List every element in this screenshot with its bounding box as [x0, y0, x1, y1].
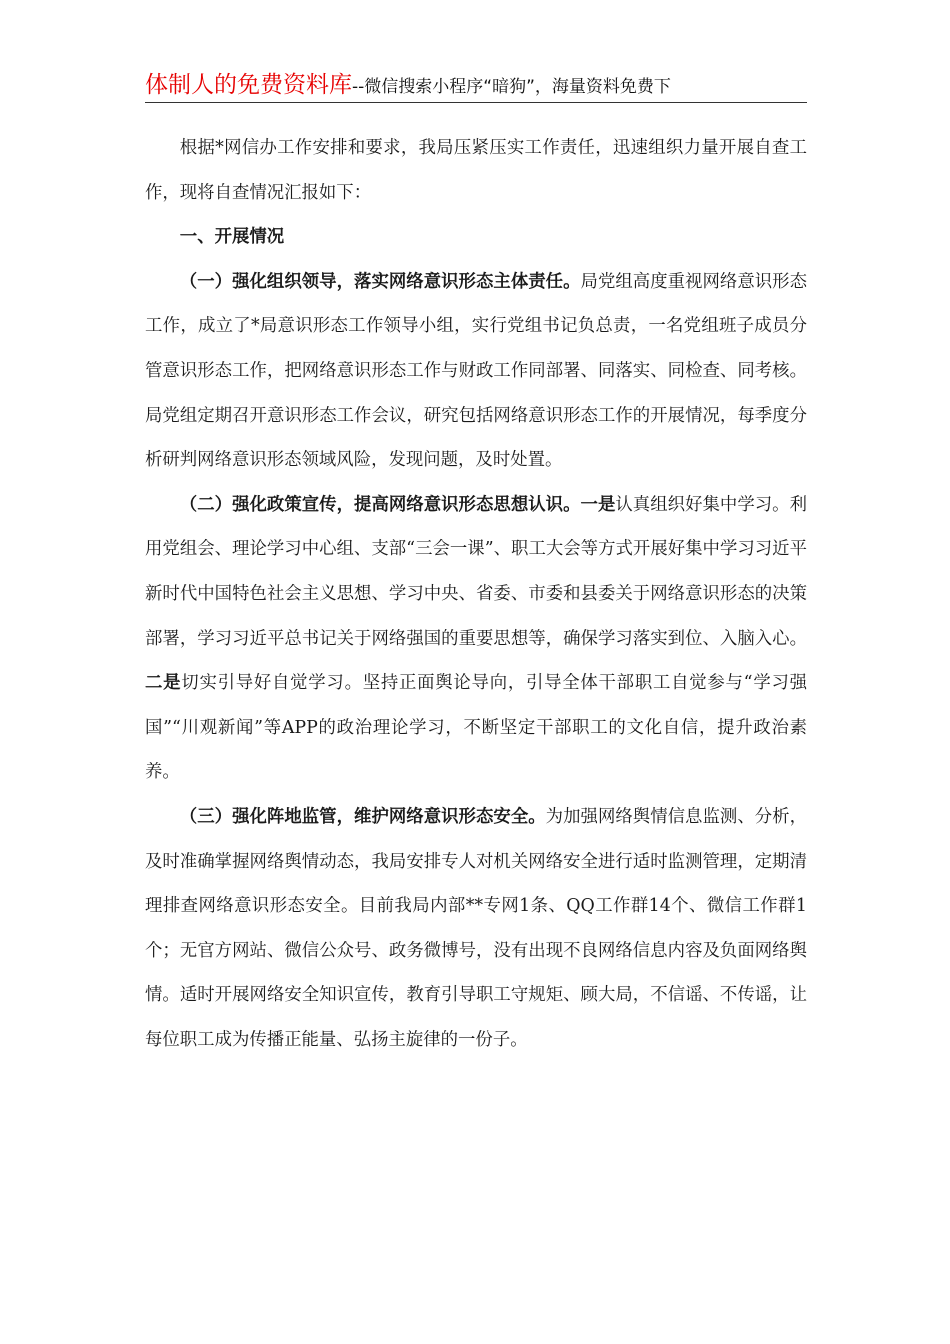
header-brand: 体制人的免费资料库: [145, 72, 352, 98]
section-heading: [145, 215, 807, 260]
paragraph-1: [145, 260, 807, 483]
header-tagline: --微信搜索小程序“暗狗”，海量资料免费下: [352, 77, 671, 97]
p2-second-body: 切实引导好自觉学习。坚持正面舆论导向，引导全体干部职工自觉参与“学习强国”“川观新闻”等APP的政治理论学习，不断坚定干部职工的文化自信，提升政治素养。: [145, 673, 807, 783]
paragraph-3: [145, 795, 807, 1063]
watermark-header: [145, 70, 807, 103]
document-body: [145, 126, 807, 1062]
p2-first-body: 认真组织好集中学习。利用党组会、理论学习中心组、支部“三会一课”、职工大会等方式开展好集中学习习近平新时代中国特色社会主义思想、学习中央、省委、市委和县委关于网络意识形态的决策部署，学习习近平总书记关于网络强国的重要思想等，确保学习落实到位、入脑入心。: [145, 494, 807, 649]
p2-heading: （二）强化政策宣传，提高网络意识形态思想认识。: [179, 494, 581, 515]
p1-heading: （一）强化组织领导，落实网络意识形态主体责任。: [179, 271, 581, 292]
p1-body: 局党组高度重视网络意识形态工作，成立了*局意识形态工作领导小组，实行党组书记负总责，一名党组班子成员分管意识形态工作，把网络意识形态工作与财政工作同部署、同落实、同检查、同考核。局党组定期召开意识形态工作会议，研究包括网络意识形态工作的开展情况，每季度分析研判网络意识形态领域风险，发现问题，及时处置。: [145, 271, 807, 471]
p2-second-label: 二是: [145, 673, 182, 694]
section1-heading: 一、开展情况: [179, 227, 285, 248]
p2-first-label: 一是: [580, 494, 616, 515]
p3-body: 为加强网络舆情信息监测、分析，及时准确掌握网络舆情动态，我局安排专人对机关网络安全进行适时监测管理，定期清理排查网络意识形态安全。目前我局内部**专网1条、QQ工作群14个、微信工作群1个；无官方网站、微信公众号、政务微博号，没有出现不良网络信息内容及负面网络舆情。适时开展网络安全知识宣传，教育引导职工守规矩、顾大局，不信谣、不传谣，让每位职工成为传播正能量、弘扬主旋律的一份子。: [145, 806, 807, 1050]
paragraph-2: [145, 483, 807, 795]
intro-paragraph: 根据*网信办工作安排和要求，我局压紧压实工作责任，迅速组织力量开展自查工作，现将自查情况汇报如下：: [145, 138, 807, 203]
p3-heading: （三）强化阵地监管，维护网络意识形态安全。: [179, 806, 546, 827]
